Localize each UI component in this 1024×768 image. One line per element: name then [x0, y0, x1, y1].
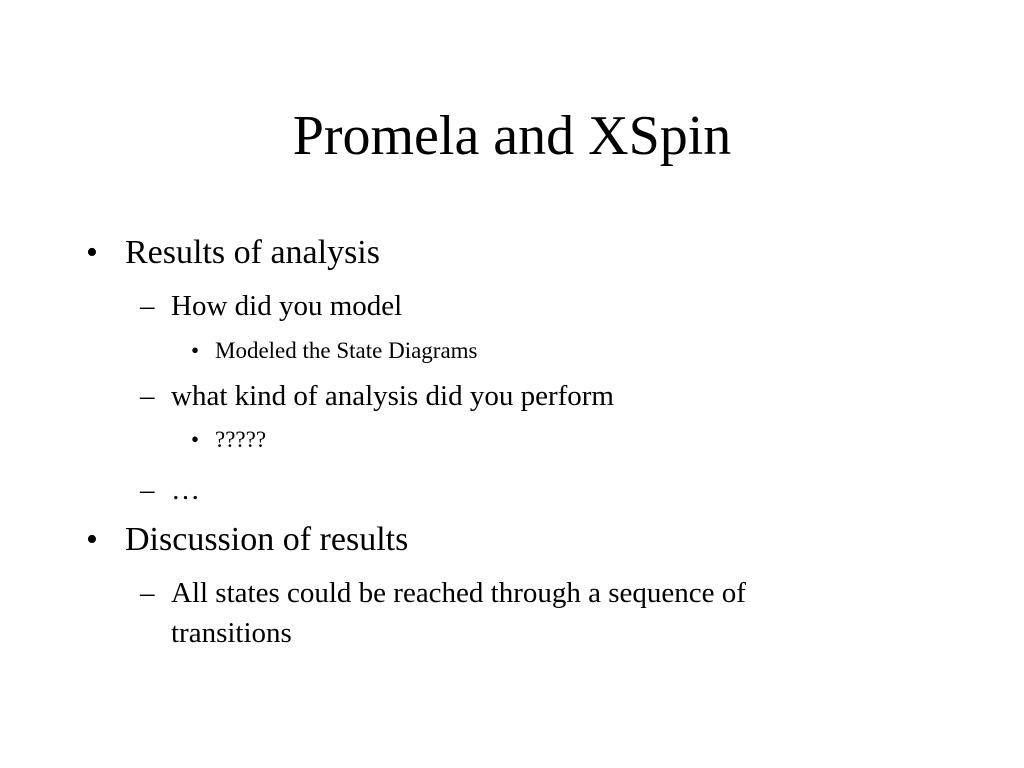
- dash-marker: –: [140, 577, 155, 609]
- subitem-question-marks: ?????: [215, 427, 267, 452]
- subitem-modeled-state-diagrams: Modeled the State Diagrams: [215, 338, 478, 363]
- subitem-all-states-reached: All states could be reached through a sequence of transitions: [171, 577, 746, 649]
- bullet-marker: •: [191, 427, 200, 452]
- bullet-marker: •: [86, 521, 98, 558]
- subitem-how-did-you-model: How did you model: [171, 290, 403, 322]
- bullet-marker: •: [191, 338, 200, 363]
- bullet-discussion-of-results: Discussion of results: [125, 521, 409, 558]
- dash-marker: –: [140, 290, 155, 322]
- bullet-marker: •: [86, 234, 98, 271]
- slide-title: Promela and XSpin: [292, 105, 732, 167]
- subitem-ellipsis: …: [171, 474, 200, 506]
- subitem-kind-of-analysis: what kind of analysis did you perform: [171, 380, 614, 412]
- dash-marker: –: [140, 380, 155, 412]
- dash-marker: –: [140, 474, 155, 506]
- bullet-results-of-analysis: Results of analysis: [125, 234, 380, 271]
